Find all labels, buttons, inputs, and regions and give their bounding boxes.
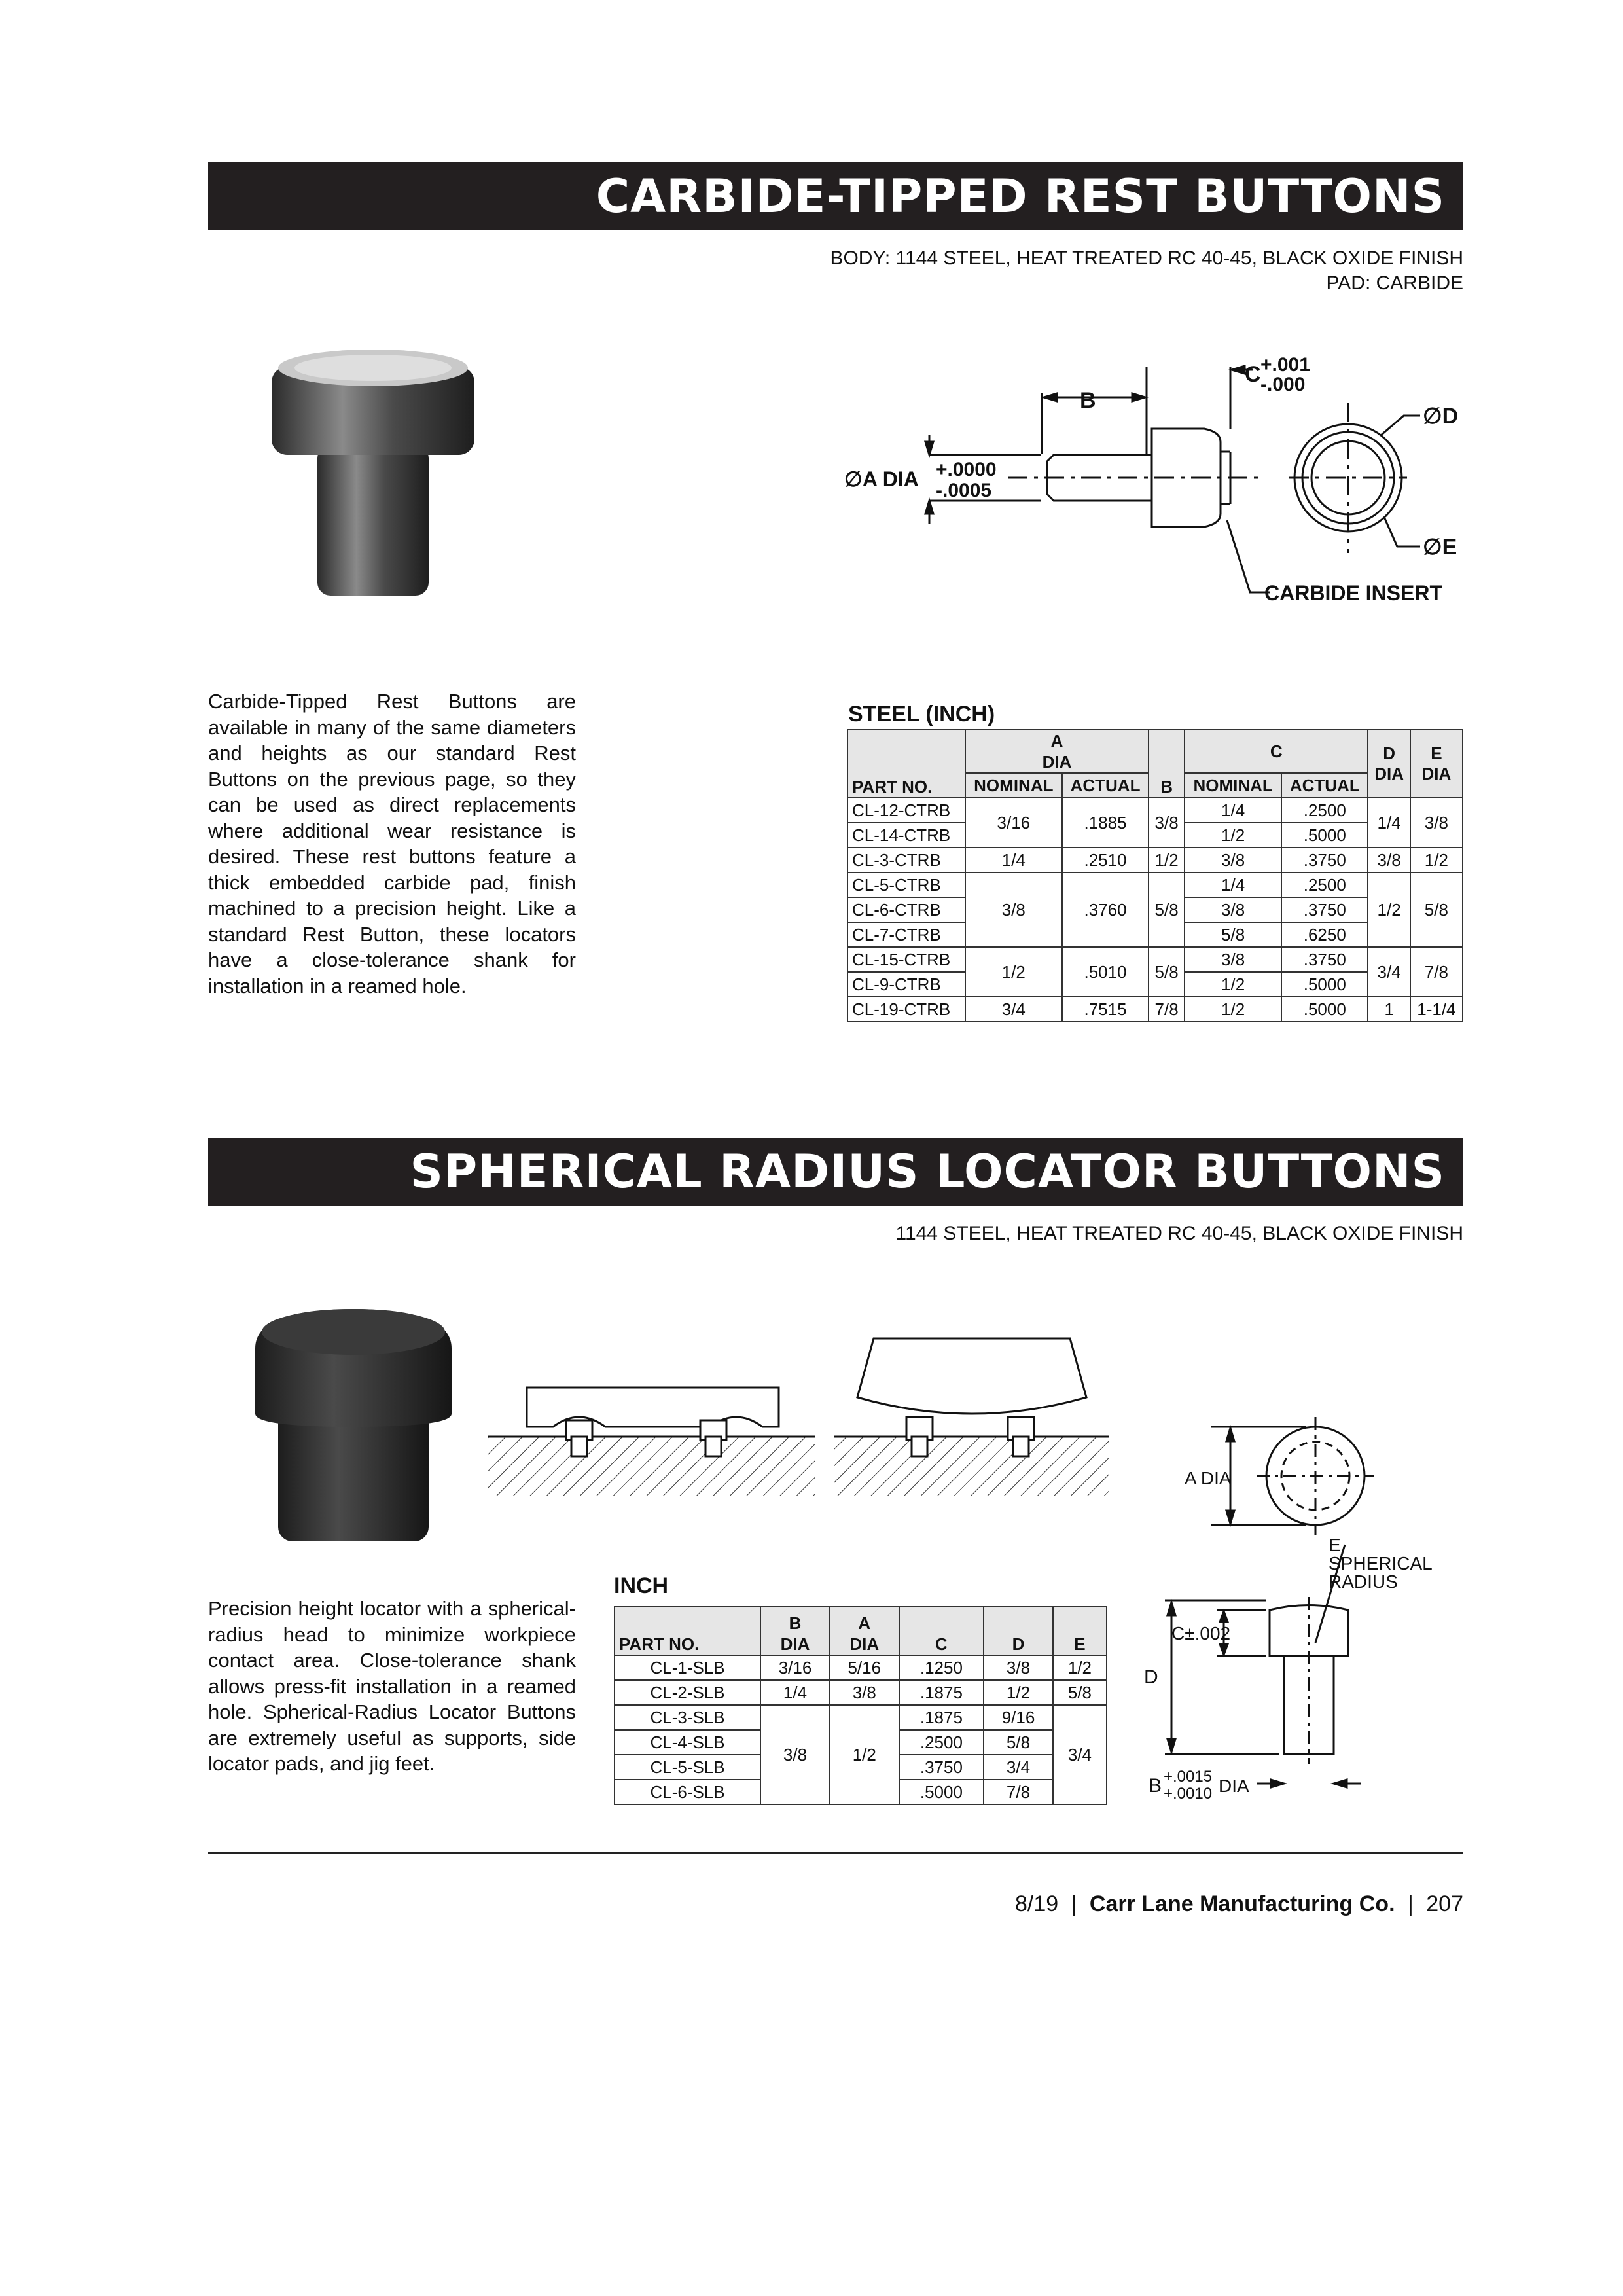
table-row [847, 947, 1463, 972]
b-cell: 5/8 [1149, 947, 1185, 997]
col-a [965, 730, 1149, 773]
d-cell: 1/2 [984, 1680, 1053, 1705]
e-cell: 1/2 [1410, 848, 1463, 872]
d-cell: 3/4 [1368, 947, 1410, 997]
side-b-plus: +.0015 [1164, 1768, 1213, 1785]
page-footer [1015, 1892, 1463, 1917]
c-nominal-cell: 3/8 [1185, 897, 1281, 922]
carbide-insert-label: CARBIDE INSERT [1264, 581, 1443, 605]
col-c-nominal: NOMINAL [1185, 773, 1281, 798]
part-no-cell: CL-6-CTRB [847, 897, 965, 922]
section-title-carbide: CARBIDE-TIPPED REST BUTTONS [208, 162, 1463, 230]
c-actual-cell: .6250 [1281, 922, 1368, 947]
col-a-actual: ACTUAL [1062, 773, 1149, 798]
c-cell: .5000 [899, 1780, 984, 1804]
table-header-row [615, 1607, 1107, 1655]
part-no-cell: CL-1-SLB [615, 1655, 760, 1680]
col-b-letter: B [789, 1613, 802, 1633]
a-nominal-cell: 3/16 [965, 798, 1062, 848]
c-nominal-cell: 1/2 [1185, 823, 1281, 848]
col-c-actual: ACTUAL [1281, 773, 1368, 798]
col-a-letter: A [858, 1613, 871, 1633]
col-part-no: PART NO. [615, 1607, 760, 1655]
d-cell: 1 [1368, 997, 1410, 1022]
a-cell: 5/16 [830, 1655, 899, 1680]
dim-b-label: B [1080, 388, 1096, 413]
footer-separator: | [1071, 1892, 1077, 1916]
spherical-locator-photo [249, 1302, 458, 1551]
dim-c-plus: +.001 [1260, 354, 1310, 376]
table-header-row [847, 730, 1463, 773]
carbide-rest-button-photo [255, 340, 491, 602]
carbide-rest-button-diagram [844, 337, 1472, 612]
a-cell: 1/2 [830, 1705, 899, 1804]
locator-side-view [1139, 1538, 1479, 1813]
section-title-spherical: SPHERICAL RADIUS LOCATOR BUTTONS [208, 1138, 1463, 1206]
part-no-cell: CL-3-CTRB [847, 848, 965, 872]
a-cell: 3/8 [830, 1680, 899, 1705]
side-b-dia: DIA [1219, 1776, 1249, 1796]
material-spec-2: 1144 STEEL, HEAT TREATED RC 40-45, BLACK OXIDE FINISH [895, 1223, 1463, 1244]
c-cell: .1875 [899, 1680, 984, 1705]
c-actual-cell: .5000 [1281, 972, 1368, 997]
material-spec: BODY: 1144 STEEL, HEAT TREATED RC 40-45, BLACK OXIDE FINISH [830, 247, 1463, 269]
a-actual-cell: .7515 [1062, 997, 1149, 1022]
a-nominal-cell: 3/4 [965, 997, 1062, 1022]
part-no-cell: CL-6-SLB [615, 1780, 760, 1804]
b-cell: 3/8 [1149, 798, 1185, 848]
c-nominal-cell: 1/2 [1185, 997, 1281, 1022]
c-cell: .2500 [899, 1730, 984, 1755]
col-d: D [984, 1607, 1053, 1655]
a-nominal-cell: 1/2 [965, 947, 1062, 997]
col-e-letter: E [1431, 744, 1442, 763]
side-spherical-label: SPHERICAL [1329, 1553, 1433, 1573]
c-nominal-cell: 3/8 [1185, 947, 1281, 972]
col-a-dia: DIA [849, 1634, 880, 1654]
c-nominal-cell: 5/8 [1185, 922, 1281, 947]
c-nominal-cell: 1/4 [1185, 872, 1281, 897]
c-nominal-cell: 1/2 [1185, 972, 1281, 997]
c-actual-cell: .3750 [1281, 947, 1368, 972]
table-row [847, 872, 1463, 897]
side-b-plus2: +.0010 [1164, 1785, 1213, 1803]
top-view-a-label: A DIA [1185, 1468, 1232, 1488]
b-cell: 1/2 [1149, 848, 1185, 872]
a-actual-cell: .1885 [1062, 798, 1149, 848]
part-no-cell: CL-12-CTRB [847, 798, 965, 823]
c-actual-cell: .5000 [1281, 997, 1368, 1022]
part-no-cell: CL-5-CTRB [847, 872, 965, 897]
part-no-cell: CL-15-CTRB [847, 947, 965, 972]
d-cell: 3/8 [1368, 848, 1410, 872]
footer-separator-2: | [1407, 1892, 1414, 1916]
c-actual-cell: .2500 [1281, 872, 1368, 897]
dim-c-minus: -.000 [1260, 374, 1306, 395]
col-d-dia: DIA [1374, 764, 1404, 783]
a-nominal-cell: 3/8 [965, 872, 1062, 947]
d-cell: 5/8 [984, 1730, 1053, 1755]
footer-rule [208, 1852, 1463, 1854]
dim-a-plus: +.0000 [936, 459, 997, 480]
part-no-cell: CL-2-SLB [615, 1680, 760, 1705]
spherical-description: Precision height locator with a spherical-radius head to minimize workpiece contact area. Close-tolerance shank allows press-fit installation in a reamed hole. Spherical-Radius Locator Buttons are extremely useful as supports, side locator pads, and jig feet. [208, 1597, 576, 1775]
col-d [1368, 730, 1410, 798]
c-nominal-cell: 1/4 [1185, 798, 1281, 823]
b-cell: 3/16 [760, 1655, 830, 1680]
d-cell: 1/2 [1368, 872, 1410, 947]
side-radius-label: RADIUS [1329, 1571, 1398, 1592]
c-actual-cell: .5000 [1281, 823, 1368, 848]
col-b [760, 1607, 830, 1655]
table-row [615, 1680, 1107, 1705]
e-cell: 1/2 [1053, 1655, 1107, 1680]
footer-company: Carr Lane Manufacturing Co. [1089, 1892, 1395, 1916]
pad-spec: PAD: CARBIDE [1326, 272, 1463, 294]
e-cell: 3/4 [1053, 1705, 1107, 1804]
application-diagram-flat [488, 1371, 815, 1502]
dim-a-minus: -.0005 [936, 480, 992, 501]
table-row [847, 848, 1463, 872]
e-cell: 5/8 [1053, 1680, 1107, 1705]
side-d-label: D [1144, 1666, 1158, 1688]
dim-a-label: ∅A DIA [844, 467, 919, 491]
c-actual-cell: .3750 [1281, 897, 1368, 922]
b-cell: 5/8 [1149, 872, 1185, 947]
side-b-label: B [1149, 1775, 1162, 1797]
col-a-dia: DIA [1042, 752, 1072, 772]
col-e: E [1053, 1607, 1107, 1655]
col-part-no: PART NO. [847, 730, 965, 798]
dim-e-label: ∅E [1423, 535, 1457, 560]
locator-top-view [1171, 1414, 1387, 1538]
col-b-dia: DIA [780, 1634, 810, 1654]
e-cell: 1-1/4 [1410, 997, 1463, 1022]
a-actual-cell: .2510 [1062, 848, 1149, 872]
side-c-label: C±.002 [1171, 1623, 1231, 1643]
d-cell: 9/16 [984, 1705, 1053, 1730]
footer-date: 8/19 [1014, 1892, 1059, 1916]
carbide-description: Carbide-Tipped Rest Buttons are available in many of the same diameters and heights as our standard Rest Buttons on the previous page, so they can be used as direct replacements where additional wear resistance is desired. These rest buttons feature a thick embedded carbide pad, finish machined to a precision height. Like a standard Rest Button, these locators have a close-tolerance shank for installation in a reamed hole. [208, 690, 576, 997]
page-number: 207 [1426, 1892, 1463, 1916]
spherical-spec-table [614, 1606, 1107, 1805]
e-cell: 5/8 [1410, 872, 1463, 947]
table-row [615, 1705, 1107, 1730]
application-diagram-curved [834, 1332, 1109, 1502]
c-actual-cell: .3750 [1281, 848, 1368, 872]
b-cell: 7/8 [1149, 997, 1185, 1022]
part-no-cell: CL-19-CTRB [847, 997, 965, 1022]
part-no-cell: CL-4-SLB [615, 1730, 760, 1755]
a-actual-cell: .5010 [1062, 947, 1149, 997]
inch-title: INCH [614, 1573, 669, 1598]
steel-inch-title: STEEL (INCH) [848, 702, 995, 726]
col-a [830, 1607, 899, 1655]
a-actual-cell: .3760 [1062, 872, 1149, 947]
d-cell: 1/4 [1368, 798, 1410, 848]
col-e-dia: DIA [1421, 764, 1452, 783]
a-nominal-cell: 1/4 [965, 848, 1062, 872]
part-no-cell: CL-3-SLB [615, 1705, 760, 1730]
col-e [1410, 730, 1463, 798]
c-actual-cell: .2500 [1281, 798, 1368, 823]
c-cell: .3750 [899, 1755, 984, 1780]
col-a-letter: A [1050, 731, 1063, 751]
d-cell: 3/8 [984, 1655, 1053, 1680]
part-no-cell: CL-14-CTRB [847, 823, 965, 848]
dim-d-label: ∅D [1423, 404, 1459, 429]
col-a-nominal: NOMINAL [965, 773, 1062, 798]
col-c: C [899, 1607, 984, 1655]
c-cell: .1875 [899, 1705, 984, 1730]
e-cell: 3/8 [1410, 798, 1463, 848]
c-cell: .1250 [899, 1655, 984, 1680]
d-cell: 7/8 [984, 1780, 1053, 1804]
col-d-letter: D [1383, 744, 1395, 763]
d-cell: 3/4 [984, 1755, 1053, 1780]
dim-c-label: C [1245, 362, 1261, 387]
e-cell: 7/8 [1410, 947, 1463, 997]
table-row [847, 997, 1463, 1022]
part-no-cell: CL-5-SLB [615, 1755, 760, 1780]
table-row [615, 1655, 1107, 1680]
col-c: C [1185, 730, 1368, 773]
b-cell: 1/4 [760, 1680, 830, 1705]
col-b: B [1149, 730, 1185, 798]
b-cell: 3/8 [760, 1705, 830, 1804]
carbide-spec-table [847, 729, 1463, 1022]
c-nominal-cell: 3/8 [1185, 848, 1281, 872]
part-no-cell: CL-7-CTRB [847, 922, 965, 947]
table-row [847, 798, 1463, 823]
side-e-label: E [1329, 1538, 1341, 1555]
part-no-cell: CL-9-CTRB [847, 972, 965, 997]
